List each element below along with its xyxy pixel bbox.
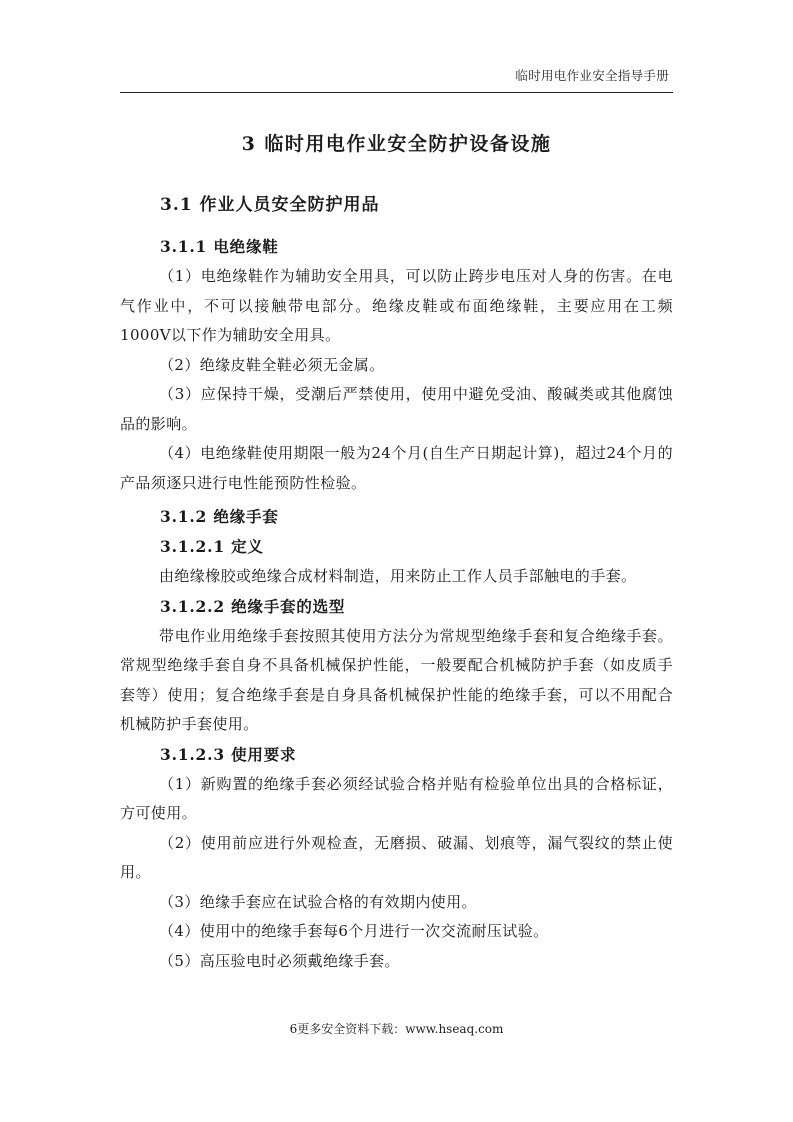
section-title-3-1-2-2: 3.1.2.2 绝缘手套的选型 (160, 596, 346, 616)
paragraph: （4）电绝缘鞋使用期限一般为24个月(自生产日期起计算)，超过24个月的产品须逐只进行电性能预防性检验。 (120, 444, 673, 492)
paragraph: 由绝缘橡胶或绝缘合成材料制造，用来防止工作人员手部触电的手套。 (159, 567, 637, 585)
paragraph: （3）应保持干燥，受潮后严禁使用，使用中避免受油、酸碱类或其他腐蚀品的影响。 (120, 385, 673, 433)
section-title-3-1-2-3: 3.1.2.3 使用要求 (160, 744, 297, 764)
document-body (120, 120, 673, 976)
section-title-3-1-2-1: 3.1.2.1 定义 (160, 537, 264, 556)
paragraph: （2）使用前应进行外观检查，无磨损、破漏、划痕等，漏气裂纹的禁止使用。 (120, 833, 673, 881)
paragraph: （4）使用中的绝缘手套每6个月进行一次交流耐压试验。 (159, 922, 549, 940)
header-title: 临时用电作业安全指导手册 (515, 68, 669, 83)
paragraph: 带电作业用绝缘手套按照其使用方法分为常规型绝缘手套和复合绝缘手套。常规型绝缘手套自身不具备机械保护性能，一般要配合机械防护手套（如皮质手套等）使用；复合绝缘手套是自身具备机械保护性能的绝缘手套，可以不用配合机械防护手套使用。 (120, 626, 673, 733)
section-title-3-1-1: 3.1.1 电绝缘鞋 (160, 237, 279, 256)
section-title-3-1-2: 3.1.2 绝缘手套 (160, 507, 279, 526)
paragraph: （1）电绝缘鞋作为辅助安全用具，可以防止跨步电压对人身的伤害。在电气作业中，不可以接触带电部分。绝缘皮鞋或布面绝缘鞋，主要应用在工频1000V以下作为辅助安全用具。 (120, 267, 673, 344)
section-title-3-1: 3.1 作业人员安全防护用品 (160, 195, 380, 215)
paragraph: （1）新购置的绝缘手套必须经试验合格并贴有检验单位出具的合格标证，方可使用。 (120, 774, 673, 822)
page-header (120, 66, 673, 93)
chapter-title: 3 临时用电作业安全防护设备设施 (241, 133, 552, 155)
page-footer (0, 1020, 793, 1037)
paragraph: （3）绝缘手套应在试验合格的有效期内使用。 (159, 892, 477, 911)
paragraph: （2）绝缘皮鞋全鞋必须无金属。 (159, 355, 385, 374)
footer-text: 更多安全资料下载：www.hseaq.com (297, 1022, 504, 1036)
page-number: 6 (289, 1022, 298, 1036)
paragraph: （5）高压验电时必须戴绝缘手套。 (159, 951, 400, 970)
